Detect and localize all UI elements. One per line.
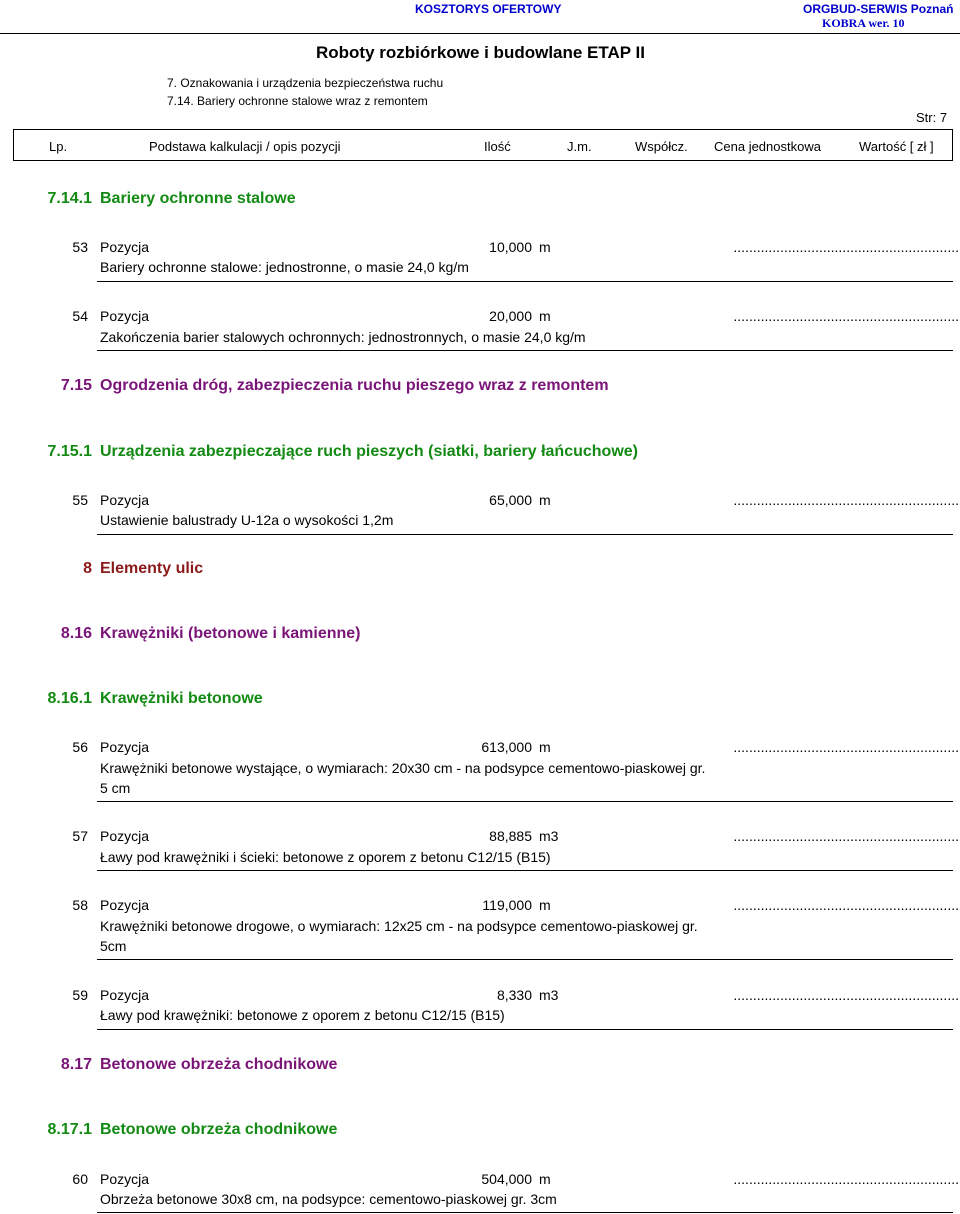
section-title: Ogrodzenia dróg, zabezpieczenia ruchu pieszego wraz z remontem [100, 377, 609, 394]
position-quantity: 65,000 [489, 492, 532, 508]
position-dots: .......................................................... [733, 308, 959, 324]
position-rule [97, 801, 953, 802]
position-unit: m [539, 239, 551, 255]
position-label: Pozycja [100, 828, 150, 844]
col-price: Cena jednostkowa [714, 139, 821, 154]
header-right: ORGBUD-SERWIS Poznań [803, 2, 954, 16]
section-title: Bariery ochronne stalowe [100, 190, 296, 207]
position-dots: .......................................................... [733, 987, 959, 1003]
position-number: 60 [72, 1171, 88, 1187]
position-description-cont: 5 cm [100, 780, 131, 796]
page-number: Str: 7 [916, 110, 948, 125]
section-title: Betonowe obrzeża chodnikowe [100, 1056, 338, 1073]
position-label: Pozycja [100, 1171, 150, 1187]
section-number: 8.17 [60, 1056, 92, 1073]
header-rule [0, 33, 960, 34]
section-number: 8.16 [60, 625, 92, 642]
position-unit: m [539, 308, 551, 324]
position-quantity: 20,000 [489, 308, 532, 324]
position-rule [97, 1029, 953, 1030]
section-number: 8.17.1 [47, 1121, 92, 1138]
position-rule [97, 870, 953, 871]
position-quantity: 613,000 [481, 739, 532, 755]
position-quantity: 119,000 [482, 897, 532, 913]
position-unit: m [539, 492, 551, 508]
position-label: Pozycja [100, 308, 150, 324]
position-dots: .......................................................... [733, 492, 959, 508]
section-title: Urządzenia zabezpieczające ruch pieszych (siatki, bariery łańcuchowe) [100, 443, 638, 460]
col-unit: J.m. [567, 139, 592, 154]
position-description: Zakończenia barier stalowych ochronnych: jednostronnych, o masie 24,0 kg/m [100, 329, 586, 345]
section-title: Krawężniki betonowe [100, 690, 263, 707]
position-label: Pozycja [100, 987, 150, 1003]
position-number: 54 [72, 308, 88, 324]
position-description: Ławy pod krawężniki: betonowe z oporem z betonu C12/15 (B15) [100, 1007, 505, 1023]
position-quantity: 8,330 [496, 987, 532, 1003]
header-version: KOBRA wer. 10 [822, 16, 905, 30]
position-unit: m3 [539, 828, 559, 844]
col-basis: Podstawa kalkulacji / opis pozycji [149, 139, 341, 154]
position-description: Ustawienie balustrady U-12a o wysokości 1,2m [100, 512, 394, 528]
position-rule [97, 534, 953, 535]
col-qty: Ilość [484, 139, 511, 154]
position-dots: .......................................................... [733, 1171, 959, 1187]
position-number: 55 [72, 492, 88, 508]
section-title: Betonowe obrzeża chodnikowe [100, 1121, 338, 1138]
position-unit: m3 [539, 987, 559, 1003]
position-number: 58 [72, 897, 88, 913]
position-number: 57 [72, 828, 88, 844]
position-quantity: 504,000 [481, 1171, 532, 1187]
position-dots: .......................................................... [733, 897, 959, 913]
section-number: 8 [83, 560, 92, 577]
position-description: Ławy pod krawężniki i ścieki: betonowe z oporem z betonu C12/15 (B15) [100, 849, 551, 865]
position-number: 59 [72, 987, 88, 1003]
position-description: Obrzeża betonowe 30x8 cm, na podsypce: cementowo-piaskowej gr. 3cm [100, 1191, 557, 1207]
position-rule [97, 959, 953, 960]
position-dots: .......................................................... [733, 239, 959, 255]
col-coef: Współcz. [635, 139, 688, 154]
position-description: Krawężniki betonowe drogowe, o wymiarach: 12x25 cm - na podsypce cementowo-piaskowej gr. [100, 918, 698, 934]
subchapter-line: 7.14. Bariery ochronne stalowe wraz z remontem [167, 94, 428, 108]
position-rule [97, 1212, 953, 1213]
position-rule [97, 281, 953, 282]
section-number: 8.16.1 [47, 690, 92, 707]
position-description: Bariery ochronne stalowe: jednostronne, o masie 24,0 kg/m [100, 259, 469, 275]
header-left: KOSZTORYS OFERTOWY [415, 2, 562, 16]
position-number: 56 [72, 739, 88, 755]
section-number: 7.14.1 [47, 190, 92, 207]
col-lp: Lp. [49, 139, 68, 154]
position-quantity: 88,885 [489, 828, 532, 844]
position-unit: m [539, 739, 551, 755]
position-quantity: 10,000 [489, 239, 532, 255]
position-rule [97, 350, 953, 351]
col-value: Wartość [ zł ] [859, 139, 934, 154]
position-dots: .......................................................... [733, 739, 959, 755]
position-label: Pozycja [100, 897, 150, 913]
position-label: Pozycja [100, 239, 150, 255]
section-number: 7.15.1 [47, 443, 92, 460]
position-dots: .......................................................... [733, 828, 959, 844]
section-title: Elementy ulic [100, 560, 204, 577]
position-description-cont: 5cm [100, 938, 127, 954]
document-title: Roboty rozbiórkowe i budowlane ETAP II [316, 43, 646, 62]
section-number: 7.15 [60, 377, 92, 394]
position-description: Krawężniki betonowe wystające, o wymiarach: 20x30 cm - na podsypce cementowo-piaskowej gr. [100, 760, 706, 776]
section-title: Krawężniki (betonowe i kamienne) [100, 625, 361, 642]
position-label: Pozycja [100, 739, 150, 755]
chapter-line: 7. Oznakowania i urządzenia bezpieczeństwa ruchu [167, 76, 444, 90]
position-unit: m [539, 1171, 551, 1187]
position-unit: m [539, 897, 551, 913]
position-number: 53 [72, 239, 88, 255]
position-label: Pozycja [100, 492, 150, 508]
